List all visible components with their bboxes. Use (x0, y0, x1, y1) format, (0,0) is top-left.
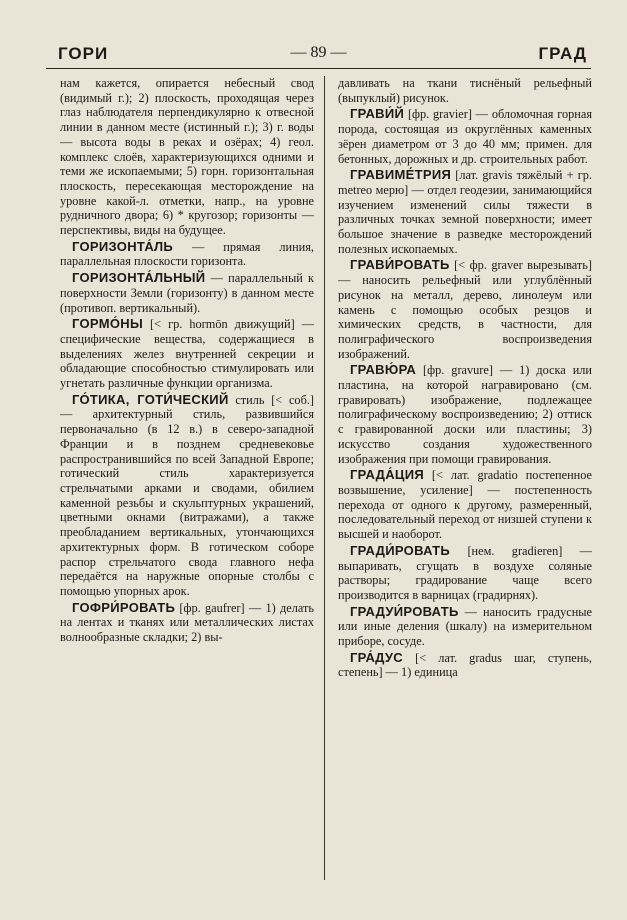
entry-text: [лат. gravis тяжёлый + гр. metreo мерю] — отдел геодезии, занимающийся изучением изменений силы тяжести в различных точках земной поверхности; имеет большое значение в разведке месторождений полезных ископаемых. (338, 168, 592, 256)
entry-text: [фр. gaufrer] — 1) делать на лентах и тканях или металлических листах волнообразные складки; 2) вы- (60, 600, 314, 645)
entry-gormony (60, 317, 314, 391)
entry-text: [фр. gravier] — обломочная горная порода, состоящая из округлённых каменных зёрен диаметром от 3 до 40 мм; примен. для бетонных, дорожных и др. строительных работ. (338, 107, 592, 166)
column-divider (324, 76, 325, 880)
entry-text: — параллельный к поверхности Земли (горизонту) в данном месте (противоп. вертикальный). (60, 271, 314, 315)
entry-text: [нем. gradieren] — выпаривать, сгущать в воздухе соляные растворы; градирование чаще всего производится в варницах (градирнях). (338, 543, 592, 602)
entry-headword: ГОФРИ́РОВАТЬ (72, 599, 176, 615)
entry-headword: ГРАВЮ́РА (350, 362, 417, 378)
running-head-right: ГРАД (538, 44, 587, 63)
page-header (46, 38, 591, 69)
entry-headword: ГОРИЗОНТА́ЛЬ (72, 238, 174, 254)
entry-gotika (60, 393, 314, 599)
entry-headword: ГРА́ДУС (350, 649, 403, 665)
entry-graduirovat (338, 605, 592, 649)
entry-text: стиль [< соб.] — архитектурный стиль, развившийся первоначально (в 12 в.) в северо-западной Франции и в позднем средневековье распространившийся по всей Западной Европе; готический стиль характеризуется стрельчатыми арками и сводами, обилием каменной резьбы и скульптурных украшений, цветными окнами (витражами), а также преобладанием вертикальных, утончающихся архитектурных форм. В готическом соборе распор стрельчатого свода главного нефа передаётся на наружные опорные столбы с помощью упорных арок. (60, 392, 314, 598)
entry-gravii (338, 107, 592, 166)
entry-text: — прямая линия, параллельная плоскости горизонта. (60, 239, 314, 269)
entry-gradirovat (338, 544, 592, 603)
entry-gravimetriya (338, 168, 592, 256)
entry-gravirovat (338, 258, 592, 361)
entry-headword: ГРАВИМЕ́ТРИЯ (350, 167, 452, 183)
entry-headword: ГОРМО́НЫ (72, 316, 143, 332)
entry-headword: ГРАДА́ЦИЯ (350, 467, 425, 483)
entry-continuation (60, 76, 314, 238)
entry-text: — наносить градусные или иные деления (шкалу) на измерительном приборе, сосуде. (338, 604, 592, 649)
entry-gorizontalnyi (60, 271, 314, 315)
entry-headword: ГРАВИ́Й (350, 106, 405, 122)
entry-text: нам кажется, опирается небесный свод (видимый г.); 2) плоскость, проходящая через глаз наблюдателя перпендикулярно к отвесной линии в данном месте (истинный г.); 3) г. воды — высота воды в реках и озёрах; 4) геол. комплекс слоёв, характеризующихся одними и теми же ископаемыми; 5) горн. горизонтальная плоскость, пересекающая месторождение на уровне какой-л. отметки, напр., на уровне рудничного двора; 6) * кругозор; горизонты — перспективы, виды на будущее. (60, 76, 314, 238)
entry-text: [фр. gravure] — 1) доска или пластина, на которой награвировано (см. гравировать) изображение, подлежащее полиграфическому воспроизведению; 2) оттиск с гравированной доски или пластины; 3) искусство создания художественного изображения при помощи гравирования. (338, 363, 592, 466)
entry-headword: ГРАДУИ́РОВАТЬ (350, 603, 459, 619)
left-column (60, 76, 314, 904)
entry-text: [< лат. gradus шаг, ступень, степень] — 1) единица (338, 650, 592, 680)
entry-headword: ГРАДИ́РОВАТЬ (350, 542, 451, 558)
entry-headword: ГРАВИ́РОВАТЬ (350, 257, 450, 273)
entry-text: давливать на ткани тиснёный рельефный (выпуклый) рисунок. (338, 76, 592, 105)
entry-headword: ГО́ТИКА, ГОТИ́ЧЕСКИЙ (72, 391, 229, 407)
page-number: — 89 — (290, 44, 347, 61)
running-head-left: ГОРИ (58, 44, 109, 63)
entry-continuation (338, 76, 592, 105)
right-column (338, 76, 592, 904)
entry-gradatsiya (338, 468, 592, 542)
entry-text: [< фр. graver вырезывать] — наносить рельефный или углублённый рисунок на металл, дерево, линолеум или камень с помощью особых резцов и химических средств, в частности, для полиграфического воспроизведения изображений. (338, 258, 592, 361)
entry-gofrirovat (60, 601, 314, 645)
entry-gradus (338, 651, 592, 680)
entry-gravyura (338, 363, 592, 466)
entry-gorizontal (60, 240, 314, 269)
entry-text: [< гр. hormōn движущий] — специфические вещества, содержащиеся в выделениях желез внутренней секреции и обладающие способностью стимулировать или угнетать различные функции организма. (60, 317, 314, 391)
entry-headword: ГОРИЗОНТА́ЛЬНЫЙ (72, 270, 206, 286)
entry-text: [< лат. gradatio постепенное возвышение, усиление] — постепенность перехода от одного к другому, размеренный, последовательный переход от низшей ступени к высшей и наоборот. (338, 468, 592, 542)
